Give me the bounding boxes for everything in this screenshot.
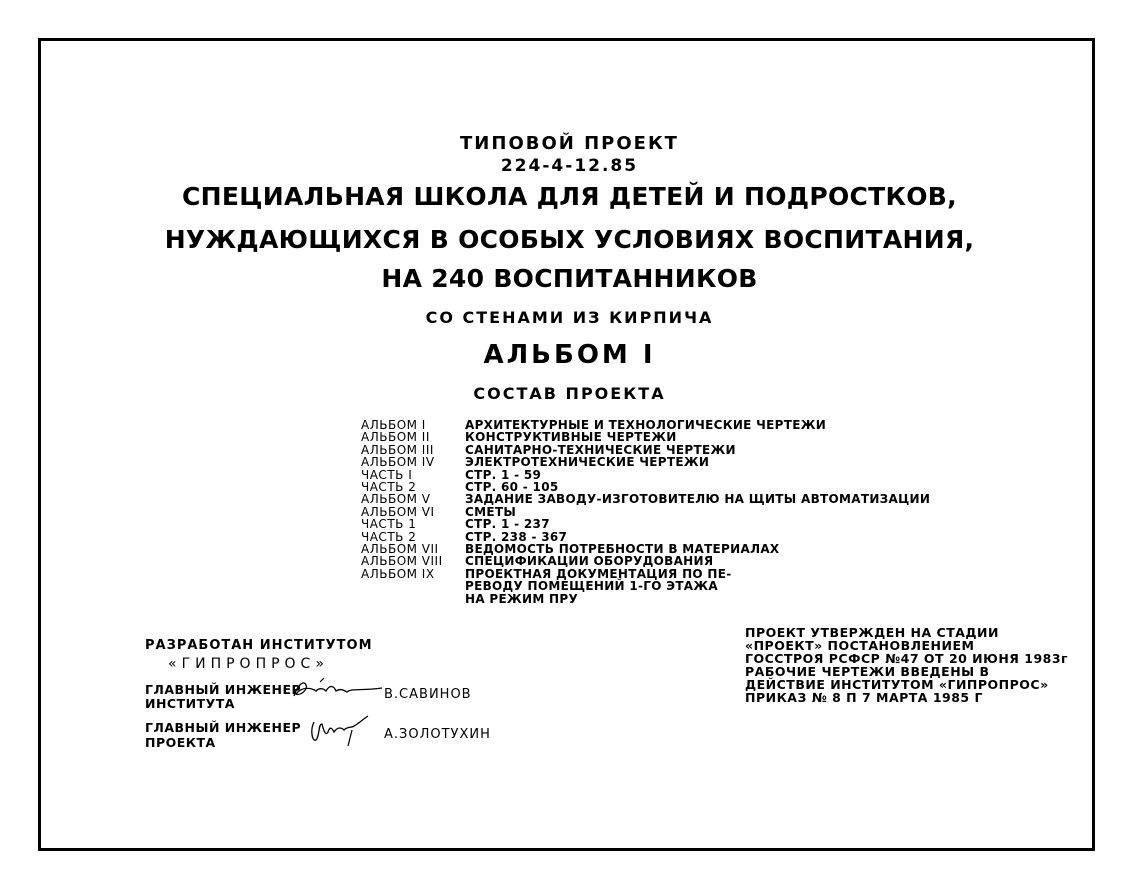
composition-desc: СМЕТЫ — [465, 504, 517, 519]
approval-line-5: ДЕЙСТВИЕ ИНСТИТУТОМ «ГИПРОПРОС» — [745, 677, 1049, 692]
composition-ref: АЛЬБОМ II — [361, 430, 430, 445]
composition-ref: ЧАСТЬ 1 — [361, 517, 417, 532]
composition-desc: СПЕЦИФИКАЦИИ ОБОРУДОВАНИЯ — [465, 554, 714, 569]
type-label: ТИПОВОЙ ПРОЕКТ — [460, 133, 679, 154]
composition-ref: АЛЬБОМ V — [361, 492, 431, 507]
composition-desc: РЕВОДУ ПОМЕЩЕНИЙ 1-ГО ЭТАЖА — [465, 579, 718, 594]
album-label: АЛЬБОМ I — [483, 340, 656, 370]
composition-ref: ЧАСТЬ 2 — [361, 480, 417, 494]
composition-desc: СТР. 238 - 367 — [465, 529, 568, 544]
approval-line-2: «ПРОЕКТ» ПОСТАНОВЛЕНИЕМ — [745, 638, 975, 653]
composition-desc: ЭЛЕКТРОТЕХНИЧЕСКИЕ ЧЕРТЕЖИ — [465, 455, 710, 470]
composition-ref: АЛЬБОМ I — [361, 418, 426, 432]
title-subtitle: СО СТЕНАМИ ИЗ КИРПИЧА — [425, 308, 714, 327]
title-line-1: СПЕЦИАЛЬНАЯ ШКОЛА ДЛЯ ДЕТЕЙ И ПОДРОСТКОВ, — [182, 182, 957, 211]
project-number: 224-4-12.85 — [500, 156, 639, 176]
composition-ref: ЧАСТЬ 2 — [361, 529, 417, 544]
composition-label: СОСТАВ ПРОЕКТА — [473, 384, 666, 403]
composition-ref: АЛЬБОМ IX — [361, 566, 435, 581]
approval-line-6: ПРИКАЗ № 8 П 7 МАРТА 1985 Г — [745, 690, 983, 705]
chief-project-label-1: ГЛАВНЫЙ ИНЖЕНЕР — [145, 720, 302, 735]
composition-desc: АРХИТЕКТУРНЫЕ И ТЕХНОЛОГИЧЕСКИЕ ЧЕРТЕЖИ — [465, 418, 827, 432]
composition-ref: ЧАСТЬ I — [361, 467, 413, 482]
signature-zolotukhin — [308, 712, 376, 752]
approval-line-1: ПРОЕКТ УТВЕРЖДЕН НА СТАДИИ — [745, 625, 999, 640]
developer-institute: «ГИПРОПРОС» — [168, 656, 329, 672]
composition-ref: АЛЬБОМ VII — [361, 542, 439, 556]
composition-desc: СТР. 1 - 59 — [465, 467, 542, 482]
chief-institute-label-1: ГЛАВНЫЙ ИНЖЕНЕР — [145, 682, 302, 697]
composition-desc: НА РЕЖИМ ПРУ — [465, 591, 579, 606]
composition-desc: СТР. 60 - 105 — [465, 480, 559, 494]
composition-ref: АЛЬБОМ III — [361, 442, 434, 457]
composition-desc: КОНСТРУКТИВНЫЕ ЧЕРТЕЖИ — [465, 430, 677, 445]
developer-label: РАЗРАБОТАН ИНСТИТУТОМ — [145, 638, 373, 653]
composition-desc: ВЕДОМОСТЬ ПОТРЕБНОСТИ В МАТЕРИАЛАХ — [465, 542, 780, 556]
chief-institute-label-2: ИНСТИТУТА — [145, 696, 235, 711]
approval-line-4: РАБОЧИЕ ЧЕРТЕЖИ ВВЕДЕНЫ В — [745, 664, 990, 679]
composition-desc: СТР. 1 - 237 — [465, 517, 550, 532]
composition-desc: САНИТАРНО-ТЕХНИЧЕСКИЕ ЧЕРТЕЖИ — [465, 442, 736, 457]
signature-savinov — [290, 676, 385, 704]
composition-ref: АЛЬБОМ VI — [361, 504, 435, 519]
composition-ref: АЛЬБОМ IV — [361, 455, 435, 470]
approval-line-3: ГОССТРОЯ РСФСР №47 ОТ 20 ИЮНЯ 1983г — [745, 651, 1069, 666]
composition-ref: АЛЬБОМ VIII — [361, 554, 443, 569]
chief-institute-name: В.САВИНОВ — [384, 687, 472, 702]
chief-project-name: А.ЗОЛОТУХИН — [384, 727, 491, 742]
composition-desc: ЗАДАНИЕ ЗАВОДУ-ИЗГОТОВИТЕЛЮ НА ЩИТЫ АВТОМАТИЗАЦИИ — [465, 492, 931, 507]
title-line-2: НУЖДАЮЩИХСЯ В ОСОБЫХ УСЛОВИЯХ ВОСПИТАНИЯ, — [164, 225, 975, 254]
title-line-3: НА 240 ВОСПИТАННИКОВ — [381, 264, 758, 293]
chief-project-label-2: ПРОЕКТА — [145, 735, 216, 750]
composition-desc: ПРОЕКТНАЯ ДОКУМЕНТАЦИЯ ПО ПЕ- — [465, 566, 732, 581]
